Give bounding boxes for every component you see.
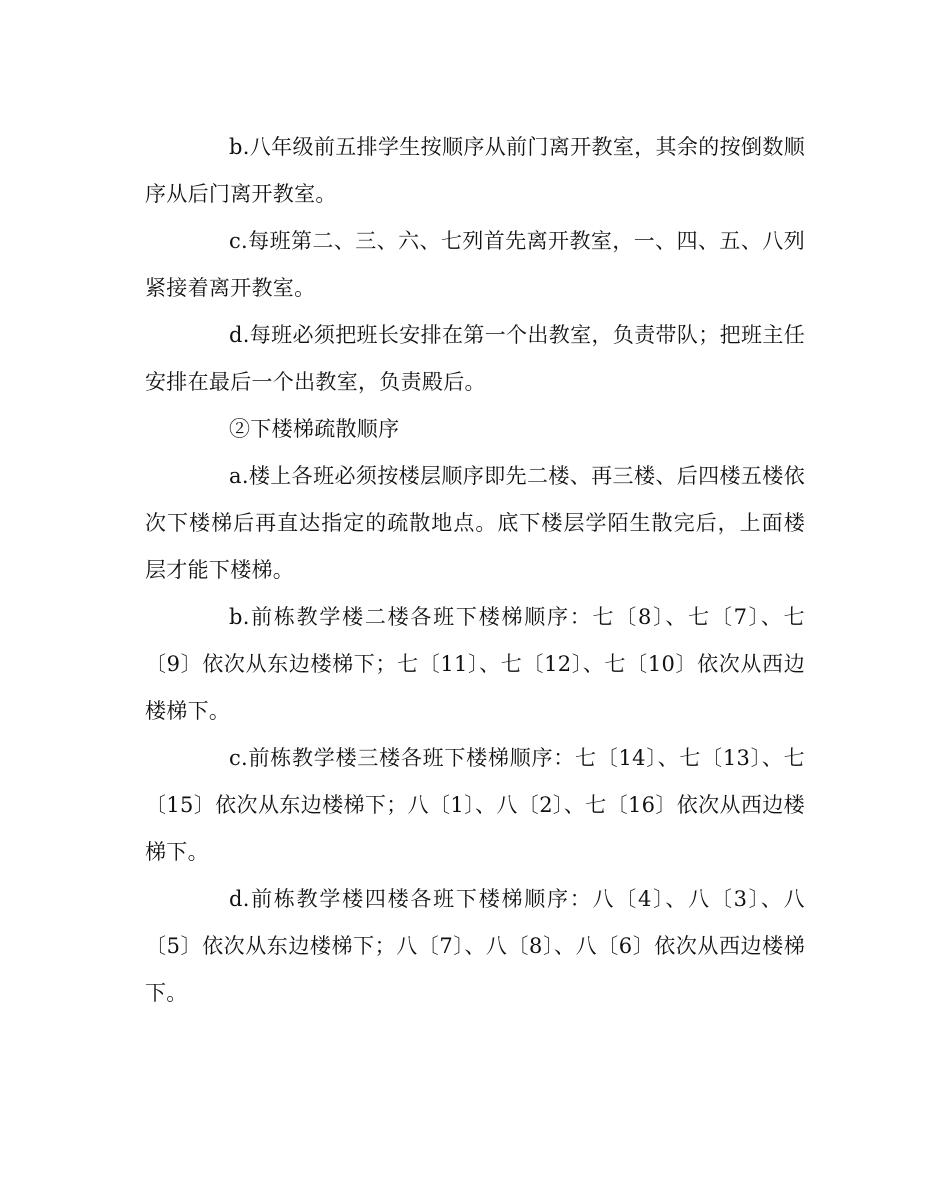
- paragraph-monitor-teacher: d.每班必须把班长安排在第一个出教室，负责带队；把班主任安排在最后一个出教室，负责殿后。: [145, 323, 805, 394]
- section-heading-stair-evacuation: ②下楼梯疏散顺序: [229, 417, 400, 441]
- paragraph-exit-order-grade8: b.八年级前五排学生按顺序从前门离开教室，其余的按倒数顺序从后门离开教室。: [145, 135, 805, 206]
- paragraph-third-floor: c.前栋教学楼三楼各班下楼梯顺序：七〔14〕、七〔13〕、七〔15〕依次从东边楼梯下；八〔1〕、八〔2〕、七〔16〕依次从西边楼梯下。: [145, 746, 805, 864]
- paragraph-exit-order-columns: c.每班第二、三、六、七列首先离开教室，一、四、五、八列紧接着离开教室。: [145, 229, 805, 300]
- paragraph-floor-order: a.楼上各班必须按楼层顺序即先二楼、再三楼、后四楼五楼依次下楼梯后再直达指定的疏散地点。底下楼层学陌生散完后，上面楼层才能下楼梯。: [145, 464, 805, 582]
- document-body: [145, 124, 805, 1017]
- paragraph-fourth-floor: d.前栋教学楼四楼各班下楼梯顺序：八〔4〕、八〔3〕、八〔5〕依次从东边楼梯下；八〔7〕、八〔8〕、八〔6〕依次从西边楼梯下。: [145, 887, 805, 1005]
- paragraph-second-floor: b.前栋教学楼二楼各班下楼梯顺序：七〔8〕、七〔7〕、七〔9〕依次从东边楼梯下；七〔11〕、七〔12〕、七〔10〕依次从西边楼梯下。: [145, 605, 805, 723]
